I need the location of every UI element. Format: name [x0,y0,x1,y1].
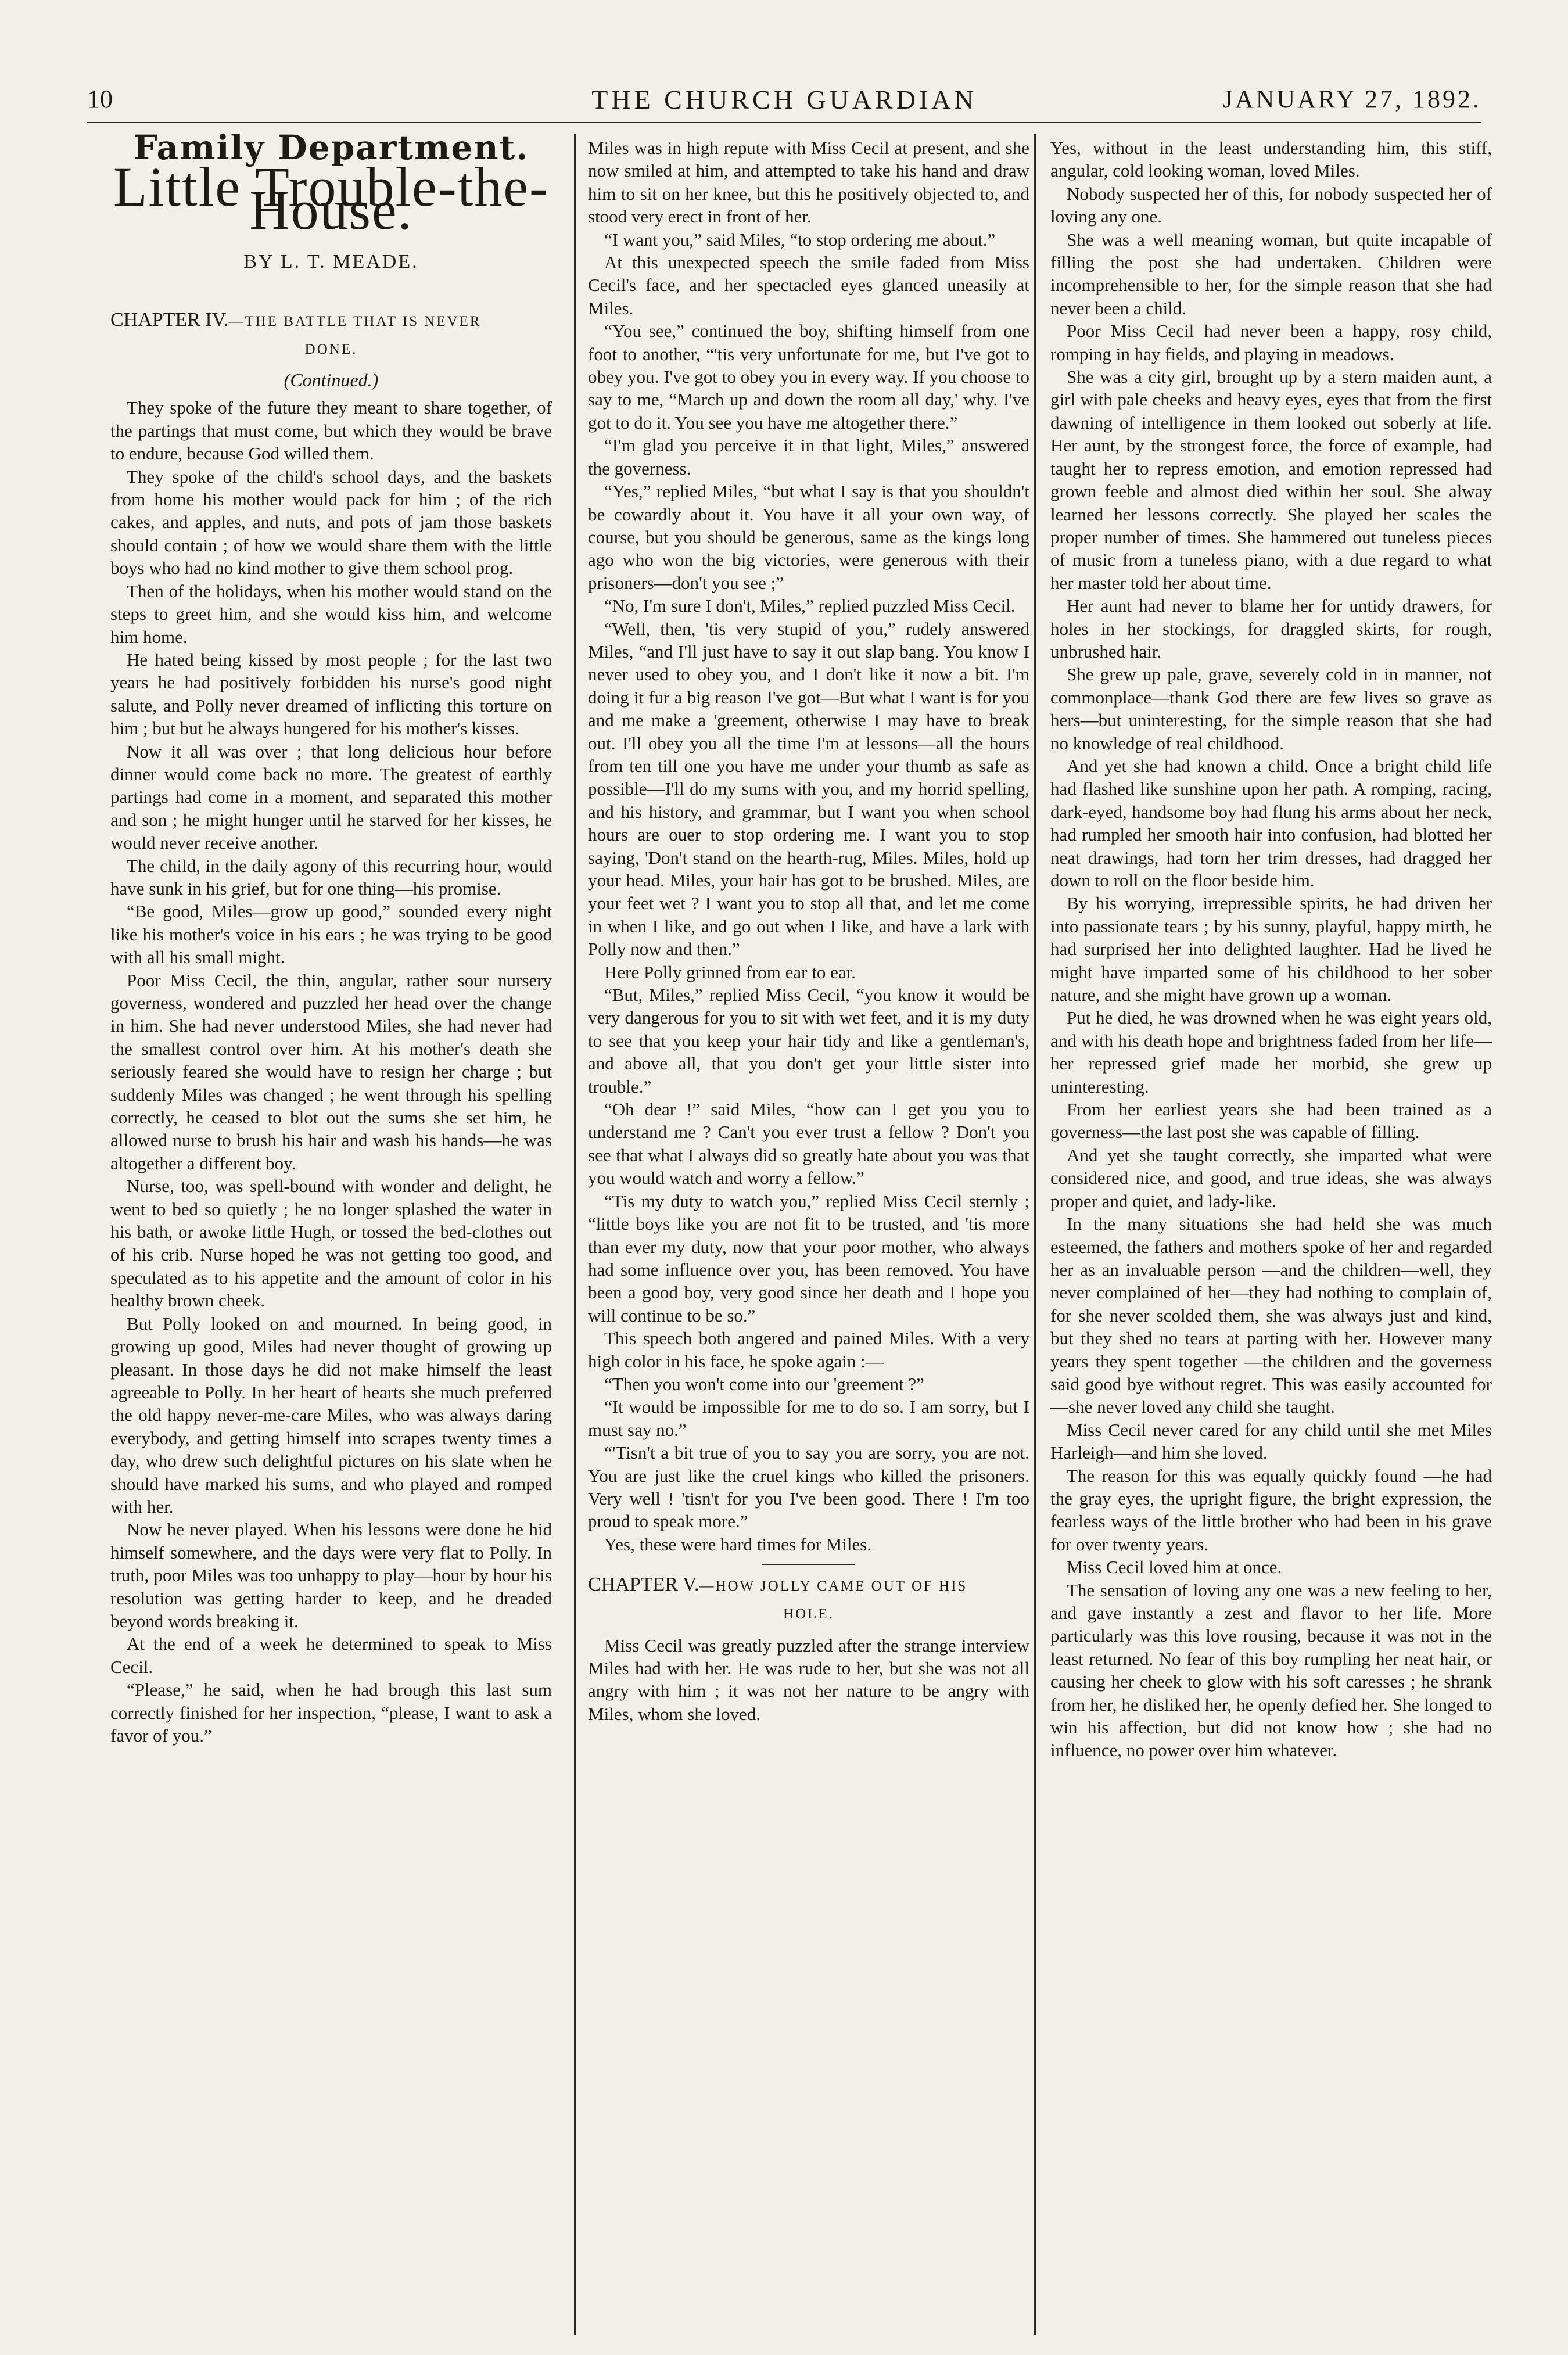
paragraph: “'Tisn't a bit true of you to say you are sorry, you are not. You are just like the cruel kings who killed the prisoners. Very well ! 'tisn't for you I've been good. There ! I'm too proud to speak more.” [588,1442,1029,1532]
paragraph: And yet she taught correctly, she imparted what were considered nice, and good, and true ideas, she was always proper and quiet, and lady-like. [1050,1144,1492,1211]
paragraph: “Be good, Miles—grow up good,” sounded every night like his mother's voice in his ears ; he was trying to be good with all his small might. [110,901,552,968]
issue-date: JANUARY 27, 1892. [1222,85,1481,113]
paragraph: Miles was in high repute with Miss Cecil at present, and she now smiled at him, and attempted to take his hand and draw him to sit on her knee, but this he positively objected to, and stood very erect in front of her. [588,138,1029,227]
paragraph: “I'm glad you perceive it in that light, Miles,” answered the governess. [588,435,1029,479]
masthead: THE CHURCH GUARDIAN [591,85,977,114]
paragraph: “But, Miles,” replied Miss Cecil, “you know it would be very dangerous for you to sit with wet feet, and it is my duty to see that you keep your hair tidy and like a gentleman's, and above all, that you don't get your little sister into trouble.” [588,985,1029,1097]
header-rule [87,122,1481,124]
paragraph: Poor Miss Cecil, the thin, angular, rather sour nursery governess, wondered and puzzled her head over the change in him. She had never understood Miles, she had never had the smallest control over him. At his mother's death she seriously feared she would have to resign her charge ; but suddenly Miles was changed ; he went through his spelling correctly, he ceased to blot out the sums she set him, he allowed nurse to brush his hair and wash his hands—he was altogether a different boy. [110,970,552,1173]
paragraph: This speech both angered and pained Miles. With a very high color in his face, he spoke again :— [588,1328,1029,1372]
paragraph: Here Polly grinned from ear to ear. [604,961,856,982]
chapter-heading [110,308,552,333]
paragraph: “Well, then, 'tis very stupid of you,” rudely answered Miles, “and I'll just have to say it out slap bang. You know I never used to obey you, and I don't like it now a bit. I'm doing it fur a big reason I've got—But what I want is for you and me make a 'greement, otherwise I may have to break out. I'll obey you all the time I'm at lessons—all the hours from ten till one you have me under your thumb as safe as possible—I'll do my sums with you, and my horrid spelling, and his history, and grammar, but I want you when school hours are ouer to stop ordering me. I want you to stop saying, 'Don't stand on the hearth-rug, Miles. Miles, hold up your head. Miles, your hair has got to be brushed. Miles, are your feet wet ? I want you to stop all that, and let me come in when I like, and go out when I like, and have a lark with Polly now and then.” [588,618,1029,960]
paragraph: “Oh dear !” said Miles, “how can I get you you to understand me ? Can't you ever trust a fellow ? Don't you see that what I always did so greatly hate about you was that you would watch and worry a fellow.” [588,1099,1029,1189]
paragraph: At this unexpected speech the smile faded from Miss Cecil's face, and her spectacled eyes glanced uneasily at Miles. [588,252,1029,318]
paragraph: In the many situations she had held she was much esteemed, the fathers and mothers spoke of her and regarded her as an invaluable person —and the children—well, they never complained of her—they had nothing to complain of, for she never scolded them, she was always just and kind, but they shed no tears at parting with her. However many years they spent together —the children and the governess said good bye without regret. This was easily accounted for —she never loved any child she taught. [1050,1214,1492,1417]
column-divider [574,134,576,2335]
paragraph: The reason for this was equally quickly found —he had the gray eyes, the upright figure, the bright expression, the fearless ways of the little brother who had been in his grave for over twenty years. [1050,1465,1492,1555]
paragraph: “Please,” he said, when he had brough this last sum correctly finished for her inspection, “please, I want to ask a favor of you.” [110,1679,552,1746]
paragraph: Miss Cecil never cared for any child until she met Miles Harleigh—and him she loved. [1050,1419,1492,1463]
paragraph: From her earliest years she had been trained as a governess—the last post she was capable of filling. [1050,1099,1492,1143]
paragraph: Miss Cecil loved him at once. [1067,1557,1282,1578]
column-3 [1050,137,1492,1762]
story-title: Little Trouble-the-House. [113,156,549,241]
page-number: 10 [87,85,113,113]
paragraph: They spoke of the child's school days, and the baskets from home his mother would pack for him ; of the rich cakes, and apples, and nuts, and pots of jam those baskets should contain ; of how we would share them with the little boys who had no kind mother to give them school prog. [110,466,552,579]
chapter-number: CHAPTER IV. [110,308,229,331]
paragraph: The sensation of loving any one was a new feeling to her, and gave instantly a zest and flavor to her life. More particularly was this love rousing, because it was not in the least returned. No fear of this boy rumpling her neat hair, or causing her cheek to glow with his soft caresses ; he shrank from her, he disliked her, he openly defied her. She longed to win his affection, but did not know how ; she had no influence, no power over him whatever. [1050,1579,1492,1761]
paragraph: Nobody suspected her of this, for nobody suspected her of loving any one. [1050,183,1492,227]
paragraph: Yes, without in the least understanding him, this stiff, angular, cold looking woman, loved Miles. [1050,138,1492,181]
continued-note: (Continued.) [284,369,379,391]
paragraph: Put he died, he was drowned when he was eight years old, and with his death hope and brightness faded from her life—her repressed grief made her morbid, she grew up uninteresting. [1050,1007,1492,1097]
paragraph: “I want you,” said Miles, “to stop ordering me about.” [604,229,996,250]
paragraph: Then of the holidays, when his mother would stand on the steps to greet him, and she would kiss him, and welcome him home. [110,580,552,647]
paragraph: By his worrying, irrepressible spirits, he had driven her into passionate tears ; by his sunny, playful, happy mirth, he had surprised her into delighted laughter. Had he lived he might have imparted some of his childhood to her sober nature, and she might have grown up a woman. [1050,893,1492,1006]
paragraph: They spoke of the future they meant to share together, of the partings that must come, but which they would be brave to endure, because God willed them. [110,397,552,464]
paragraph: “It would be impossible for me to do so. I am sorry, but I must say no.” [588,1397,1029,1440]
paragraph: He hated being kissed by most people ; for the last two years he had positively forbidden his nurse's good night salute, and Polly never dreamed of inflicting this torture on him ; but but he always hungered for his mother's kisses. [110,649,552,739]
column-2 [588,137,1029,1725]
paragraph: At the end of a week he determined to speak to Miss Cecil. [110,1634,552,1677]
paragraph: And yet she had known a child. Once a bright child life had flashed like sunshine upon her path. A romping, racing, dark-eyed, handsome boy had flung his arms about her neck, had rumpled her smooth hair into confusion, had blotted her neat drawings, had torn her trim dresses, had dragged her down to roll on the floor beside him. [1050,755,1492,891]
chapter-subtitle: —HOW JOLLY CAME OUT OF HIS [699,1578,968,1595]
paragraph: Nurse, too, was spell-bound with wonder and delight, he went to bed so quietly ; he no longer splashed the water in his bath, or awoke little Hugh, or tossed the bed-clothes out of his crib. Nurse hoped he was not getting too good, and speculated as to his appetite and the amount of color in his healthy brown cheek. [110,1176,552,1311]
column-1 [110,128,552,1747]
paragraph: She was a city girl, brought up by a stern maiden aunt, a girl with pale cheeks and heavy eyes, eyes that from the first dawning of intelligence in them looked out soberly at life. Her aunt, by the strongest force, the force of example, had taught her to repress emotion, and emotion repressed had grown feeble and almost died within her soul. She alway learned her lessons correctly. She played her scales the proper number of times. She hammered out tuneless pieces of music from a tuneless piano, with a due regard to what her master told her about time. [1050,367,1492,593]
paragraph: “Then you won't come into our 'greement ?” [604,1373,924,1394]
paragraph: She grew up pale, grave, severely cold in in manner, not commonplace—thank God there are few lives so grave as hers—but uninteresting, for the simple reason that she had no knowledge of real childhood. [1050,664,1492,753]
paragraph: Poor Miss Cecil had never been a happy, rosy child, romping in hay fields, and playing in meadows. [1050,321,1492,364]
paragraph: But Polly looked on and mourned. In being good, in growing up good, Miles had never thought of growing up pleasant. In those days he did not make himself the least agreeable to Polly. In her heart of hearts she much preferred the old happy never-me-care Miles, who was always daring everybody, and getting himself into scrapes twenty times a day, who drew such delightful pictures on his slate when he should have marked his sums, and who played and romped with her. [110,1313,552,1517]
paragraph: Yes, these were hard times for Miles. [604,1534,872,1555]
paragraph: Now he never played. When his lessons were done he hid himself somewhere, and the days were very flat to Polly. In truth, poor Miles was too unhappy to play—hour by hour his resolution was getting harder to keep, and he dreaded beyond words breaking it. [110,1519,552,1631]
chapter-number: CHAPTER V. [588,1574,699,1596]
column-3-body [1050,137,1492,1762]
paragraph: Miss Cecil was greatly puzzled after the strange interview Miles had with her. He was rude to her, but she was not all angry with him ; it was not her nature to be angry with Miles, whom she loved. [588,1635,1029,1724]
chapter-heading [588,1573,1029,1598]
department-title: Family Department. [133,128,529,167]
byline: BY L. T. MEADE. [243,251,419,273]
paragraph: Her aunt had never to blame her for untidy drawers, for holes in her stockings, for draggled skirts, for rough, unbrushed hair. [1050,595,1492,662]
paragraph: Now it all was over ; that long delicious hour before dinner would come back no more. The greatest of earthly partings had come in a moment, and separated this mother and son ; he might hunger until he starved for her kisses, he would never receive another. [110,741,552,853]
section-rule [762,1564,855,1565]
paragraph: “Tis my duty to watch you,” replied Miss Cecil sternly ; “little boys like you are not fit to be trusted, and 'tis more than ever my duty, now that your poor mother, who always had some influence over you, has been removed. You have been a good boy, very good since her death and I hope you will continue to be so.” [588,1190,1029,1326]
chapter-subtitle-continued: DONE. [304,341,358,357]
paragraph: “You see,” continued the boy, shifting himself from one foot to another, “'tis very unfortunate for me, but I've got to obey you. I've got to obey you in every way. If you choose to say to me, “March up and down the room all day,' why. I've got to do it. You see you have me altogether there.” [588,321,1029,433]
column-1-body [110,396,552,1747]
column-divider [1034,134,1036,2335]
paragraph: She was a well meaning woman, but quite incapable of filling the post she had undertaken. Children were incomprehensible to her, for the simple reason that she had never been a child. [1050,229,1492,318]
paragraph: “Yes,” replied Miles, “but what I say is that you shouldn't be cowardly about it. You have it all your own way, of course, but you should be generous, same as the kings long ago who won the big victories, were generous with their prisoners—don't you see ;” [588,481,1029,593]
chapter-subtitle-continued: HOLE. [783,1606,834,1622]
column-2-body [588,137,1029,1556]
page-header [87,84,1481,119]
paragraph: “No, I'm sure I don't, Miles,” replied puzzled Miss Cecil. [604,595,1016,616]
paragraph: The child, in the daily agony of this recurring hour, would have sunk in his grief, but for one thing—his promise. [110,855,552,899]
chapter-subtitle: —THE BATTLE THAT IS NEVER [228,313,482,329]
column-2-body-continued [588,1634,1029,1726]
